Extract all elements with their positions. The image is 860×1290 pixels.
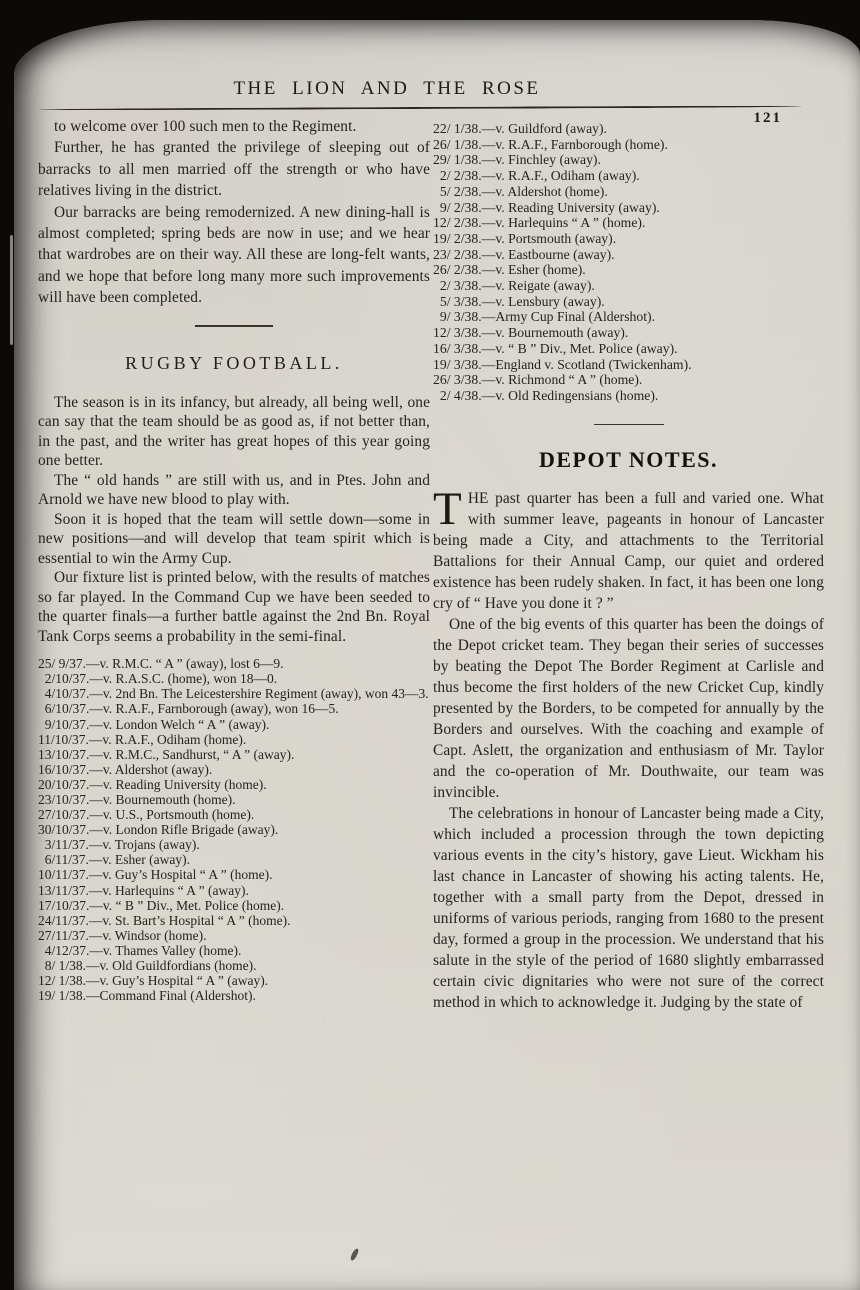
depot-notes-heading: DEPOT NOTES. <box>539 446 718 472</box>
paragraph: Our barracks are being remodernized. A new dining-hall is almost completed; spring beds are now in use; and we hear that wardrobes are on their way. All these are long-felt wants, and we hope that before long many more such improvements will have been completed. <box>38 203 430 307</box>
paragraph: The season is in its infancy, but already, all being well, one can say that the team should be as good as, if not better than, in the past, and the writer has great hopes of this year going one better. <box>38 393 430 470</box>
fixture-item: 6/11/37.—v. Esher (away). <box>38 852 190 868</box>
fixture-item: 5/ 3/38.—v. Lensbury (away). <box>433 293 605 309</box>
paragraph: The celebrations in honour of Lancaster being made a City, which included a procession through the town depicting various events in the city’s history, gave Lieut. Wickham his last chance in Lancaster of showing his acting talents. He, together with a small party from the Depot, dressed in uniforms of various periods, ranging from 1680 to the present day, formed a group in the procession. We understand that his salute in the style of the period of 1680 slightly embarrassed certain civic dignitaries who were not sure of the correct method in which to acknowledge it. Judging by the state of <box>433 804 824 1011</box>
fixture-item: 26/ 3/38.—v. Richmond “ A ” (home). <box>433 372 643 388</box>
section-divider <box>594 424 664 425</box>
fixture-item: 12/ 1/38.—v. Guy’s Hospital “ A ” (away). <box>38 973 269 989</box>
fixture-item: 2/10/37.—v. R.A.S.C. (home), won 18—0. <box>38 671 278 687</box>
fixture-item: 10/11/37.—v. Guy’s Hospital “ A ” (home). <box>38 867 273 883</box>
paragraph: Our fixture list is printed below, with the results of matches so far played. In the Command Cup we have been seeded to the quarter finals—a further battle against the 2nd Bn. Royal Tank Corps seems a probability in the semi-final. <box>38 569 430 645</box>
fixture-item: 8/ 1/38.—v. Old Guildfordians (home). <box>38 958 257 974</box>
rugby-section <box>38 393 430 647</box>
fixture-item: 26/ 1/38.—v. R.A.F., Farnborough (home). <box>433 136 668 152</box>
paragraph-with-dropcap <box>433 482 824 614</box>
paragraph: The “ old hands ” are still with us, and in Ptes. John and Arnold we have new blood to play with. <box>38 471 430 509</box>
fixture-item: 23/10/37.—v. Bournemouth (home). <box>38 792 236 807</box>
fixture-item: 9/10/37.—v. London Welch “ A ” (away). <box>38 716 270 732</box>
section-divider <box>195 325 273 327</box>
fixture-item: 4/12/37.—v. Thames Valley (home). <box>38 942 242 958</box>
fixture-item: 30/10/37.—v. London Rifle Brigade (away). <box>38 822 279 838</box>
header-rule <box>38 105 802 110</box>
magazine-page-scan <box>14 20 860 1290</box>
paragraph: Soon it is hoped that the team will settle down—some in new positions—and will develop that team spirit which is essential to win the Army Cup. <box>38 510 430 567</box>
fixture-item: 12/ 3/38.—v. Bournemouth (away). <box>433 325 629 341</box>
fixture-item: 27/11/37.—v. Windsor (home). <box>38 927 207 943</box>
fixture-list-right <box>433 121 824 404</box>
fixture-item: 29/ 1/38.—v. Finchley (away). <box>433 152 601 168</box>
fixture-item: 19/ 3/38.—England v. Scotland (Twickenham). <box>433 356 692 372</box>
fixture-item: 20/10/37.—v. Reading University (home). <box>38 776 267 792</box>
fixture-item: 22/ 1/38.—v. Guildford (away). <box>433 121 607 136</box>
fixture-item: 5/ 2/38.—v. Aldershot (home). <box>433 183 608 199</box>
fixture-item: 2/ 2/38.—v. R.A.F., Odiham (away). <box>433 168 640 184</box>
fixture-item: 19/ 2/38.—v. Portsmouth (away). <box>433 230 617 246</box>
paragraph: Further, he has granted the privilege of sleeping out of barracks to all men married off the strength or who have relatives living in the district. <box>38 139 430 200</box>
fixture-item: 16/10/37.—v. Aldershot (away). <box>38 761 213 777</box>
fixture-item: 3/11/37.—v. Trojans (away). <box>38 837 200 853</box>
fixture-item: 11/10/37.—v. R.A.F., Odiham (home). <box>38 731 247 747</box>
fixture-item: 19/ 1/38.—Command Final (Aldershot). <box>38 988 256 1004</box>
drop-cap-letter: T <box>433 482 462 535</box>
fixture-item: 27/10/37.—v. U.S., Portsmouth (home). <box>38 807 255 823</box>
fixture-item: 24/11/37.—v. St. Bart’s Hospital “ A ” (home). <box>38 912 291 928</box>
fixture-item: 26/ 2/38.—v. Esher (home). <box>433 262 586 278</box>
left-column <box>38 116 430 1003</box>
fixture-item: 9/ 3/38.—Army Cup Final (Aldershot). <box>433 309 656 325</box>
page-edge-highlight <box>10 235 13 345</box>
fixture-item: 17/10/37.—v. “ B ” Div., Met. Police (home). <box>38 897 285 913</box>
page-number: 121 <box>753 110 782 126</box>
paragraph: One of the big events of this quarter has been the doings of the Depot cricket team. They began their series of successes by beating the Depot The Border Regiment at Carlisle and thus become the first holders of the new Cricket Cup, kindly presented by the Borders, to be competed for annually by the Borders and ourselves. With the coaching and example of Capt. Aslett, the organization and enthusiasm of Mr. Taylor and the co-operation of Mr. Douthwaite, our team was invincible. <box>433 615 824 801</box>
fixture-item: 13/11/37.—v. Harlequins “ A ” (away). <box>38 882 249 898</box>
depot-section <box>433 614 824 1013</box>
fixture-item: 16/ 3/38.—v. “ B ” Div., Met. Police (away). <box>433 340 678 356</box>
fixture-item: 4/10/37.—v. 2nd Bn. The Leicestershire Regiment (away), won 43—3. <box>38 686 429 702</box>
fixture-item: 12/ 2/38.—v. Harlequins “ A ” (home). <box>433 215 646 231</box>
paragraph: to welcome over 100 such men to the Regiment. <box>54 118 357 135</box>
journal-title: THE LION AND THE ROSE <box>233 78 541 99</box>
paragraph-text: HE past quarter has been a full and varied one. What with summer leave, pageants in honour of Lancaster being made a City, and attachments to the Territorial Battalions for their Annual Camp, our quiet and ordered existence has been rudely shaken. In fact, it has been one long cry of “ Have you done it ? ” <box>433 489 824 612</box>
fixture-item: 23/ 2/38.—v. Eastbourne (away). <box>433 246 615 262</box>
fixture-item: 9/ 2/38.—v. Reading University (away). <box>433 199 660 215</box>
fixture-item: 13/10/37.—v. R.M.C., Sandhurst, “ A ” (away). <box>38 746 295 762</box>
ink-speck <box>350 1248 360 1262</box>
fixture-item: 2/ 3/38.—v. Reigate (away). <box>433 278 595 294</box>
fixture-item: 2/ 4/38.—v. Old Redingensians (home). <box>433 387 659 403</box>
fixture-list-left <box>38 656 430 1003</box>
right-column <box>433 121 824 1013</box>
intro-section <box>38 116 430 309</box>
fixture-item: 6/10/37.—v. R.A.F., Farnborough (away), won 16—5. <box>38 701 339 717</box>
fixture-item: 25/ 9/37.—v. R.M.C. “ A ” (away), lost 6—9. <box>38 656 284 672</box>
rugby-football-heading: RUGBY FOOTBALL. <box>125 352 343 373</box>
